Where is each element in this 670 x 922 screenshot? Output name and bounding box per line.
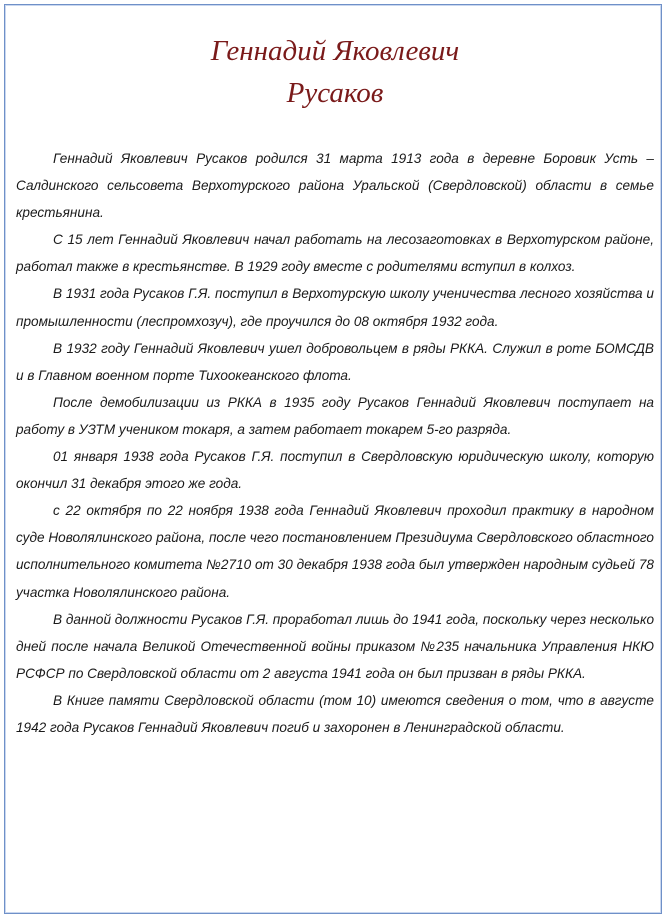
paragraph-birth: Геннадий Яковлевич Русаков родился 31 марта 1913 года в деревне Боровик Усть – Салдинского сельсовета Верхотурского района Уральской (Свердловской) области в семье крестьянина.: [16, 151, 654, 221]
title-line-surname: Русаков: [286, 77, 384, 109]
paragraph-early-work: С 15 лет Геннадий Яковлевич начал работать на лесозаготовках в Верхотурском районе, работал также в крестьянстве. В 1929 году вместе с родителями вступил в колхоз.: [16, 232, 654, 275]
paragraph-conscription: В данной должности Русаков Г.Я. проработал лишь до 1941 года, поскольку через несколько дней после начала Великой Отечественной войны приказом №235 начальника Управления НКЮ РСФСР по Свердловской области от 2 августа 1941 года он был призван в ряды РККА.: [16, 611, 654, 681]
paragraph-judge: с 22 октября по 22 ноября 1938 года Геннадий Яковлевич проходил практику в народном суде Новолялинского района, после чего постановлением Президиума Свердловского областного исполнительного комитета №2710 от 30 декабря 1938 года был утвержден народным судьей 78 участка Новолялинского района.: [16, 503, 654, 600]
paragraph-uztm: После демобилизации из РККА в 1935 году Русаков Геннадий Яковлевич поступает на работу в УЗТМ учеником токаря, а затем работает токарем 5-го разряда.: [16, 394, 654, 437]
paragraph-law-school: 01 января 1938 года Русаков Г.Я. поступил в Свердловскую юридическую школу, которую окончил 31 декабря этого же года.: [16, 449, 654, 492]
biography-text: [16, 145, 654, 741]
paragraph-school: В 1931 года Русаков Г.Я. поступил в Верхотурскую школу ученичества лесного хозяйства и промышленности (леспромхозуч), где проучился до 08 октября 1932 года.: [16, 286, 654, 329]
paragraph-memorial-book: В Книге памяти Свердловской области (том 10) имеются сведения о том, что в августе 1942 года Русаков Геннадий Яковлевич погиб и захоронен в Ленинградской области.: [16, 692, 654, 735]
paragraph-army-service: В 1932 году Геннадий Яковлевич ушел добровольцем в ряды РККА. Служил в роте БОМСДВ и в Главном военном порте Тихоокеанского флота.: [16, 340, 654, 383]
title-line-name: Геннадий Яковлевич: [210, 35, 460, 67]
page-title: [0, 30, 670, 114]
